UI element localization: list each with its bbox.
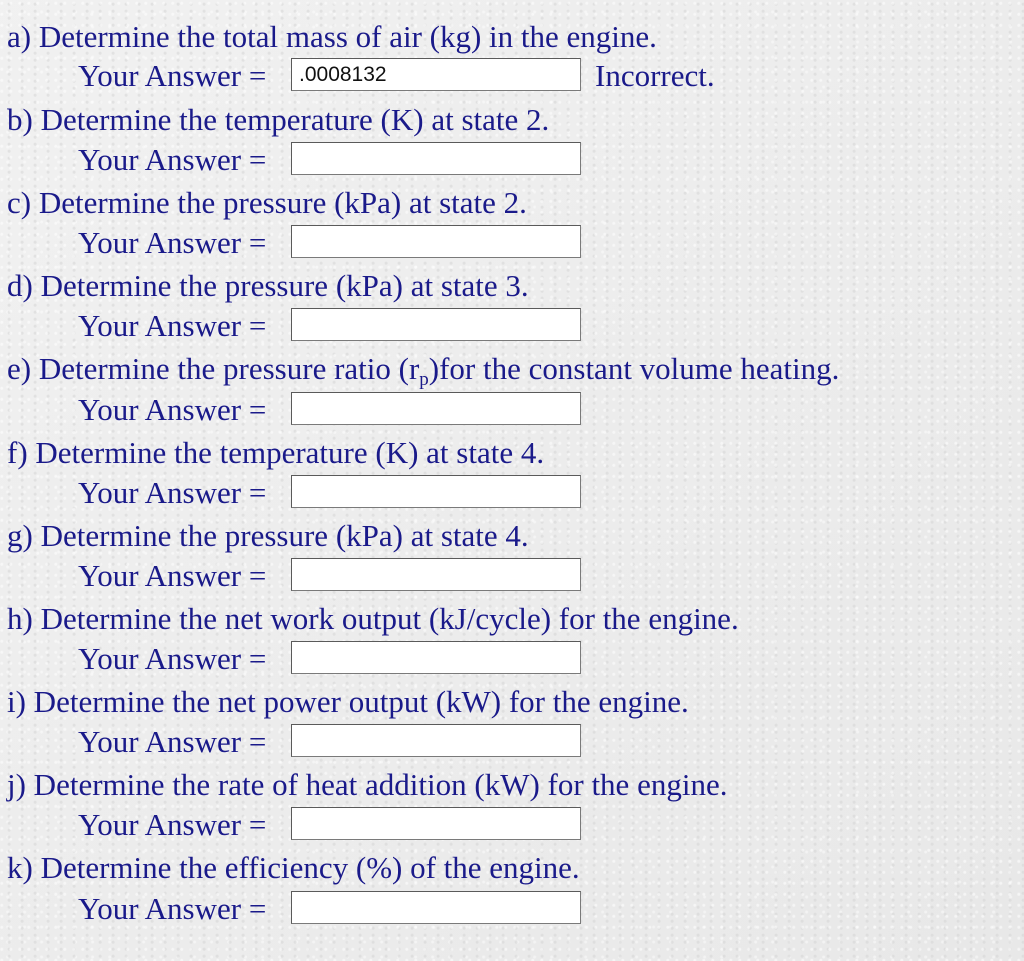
answer-row-i <box>0 723 1024 761</box>
question-k-text: k) Determine the efficiency (%) of the engine. <box>7 850 580 885</box>
question-d-text: d) Determine the pressure (kPa) at state 3. <box>7 268 529 303</box>
answer-input-i[interactable] <box>291 724 581 757</box>
question-g-text: g) Determine the pressure (kPa) at state 4. <box>7 518 529 553</box>
answer-label: Your Answer = <box>78 558 267 593</box>
answer-input-b[interactable] <box>291 142 581 175</box>
answer-label: Your Answer = <box>78 392 267 427</box>
answer-input-d[interactable] <box>291 308 581 341</box>
question-c-text: c) Determine the pressure (kPa) at state 2. <box>7 185 527 220</box>
answer-row-b <box>0 141 1024 179</box>
question-i-text: i) Determine the net power output (kW) for the engine. <box>7 684 689 719</box>
question-e-text <box>7 349 839 389</box>
answer-row-d <box>0 307 1024 345</box>
answer-label: Your Answer = <box>78 641 267 676</box>
answer-row-j <box>0 806 1024 844</box>
answer-row-f <box>0 474 1024 512</box>
question-a-text: a) Determine the total mass of air (kg) in the engine. <box>7 19 657 54</box>
answer-input-f[interactable] <box>291 475 581 508</box>
question-e-text-before: e) Determine the pressure ratio (r <box>7 351 420 386</box>
answer-label: Your Answer = <box>78 724 267 759</box>
question-b-text: b) Determine the temperature (K) at state 2. <box>7 102 550 137</box>
question-f-text: f) Determine the temperature (K) at state 4. <box>7 435 545 470</box>
answer-row-h <box>0 640 1024 678</box>
answer-input-k[interactable] <box>291 891 581 924</box>
answer-label: Your Answer = <box>78 142 267 177</box>
answer-input-j[interactable] <box>291 807 581 840</box>
answer-input-a[interactable]: .0008132 <box>291 58 581 91</box>
answer-input-h[interactable] <box>291 641 581 674</box>
answer-row-c <box>0 224 1024 262</box>
answer-row-k <box>0 890 1024 928</box>
answer-input-c[interactable] <box>291 225 581 258</box>
feedback-incorrect: Incorrect. <box>595 58 715 93</box>
question-h-text: h) Determine the net work output (kJ/cycle) for the engine. <box>7 601 739 636</box>
answer-input-g[interactable] <box>291 558 581 591</box>
question-e-text-after: )for the constant volume heating. <box>428 351 840 386</box>
answer-label: Your Answer = <box>78 225 267 260</box>
answer-label: Your Answer = <box>78 891 267 926</box>
answer-row-g <box>0 557 1024 595</box>
answer-label: Your Answer = <box>78 807 267 842</box>
answer-label: Your Answer = <box>78 308 267 343</box>
answer-row-a <box>0 57 1024 95</box>
question-e-subscript: p <box>419 369 429 390</box>
answer-label: Your Answer = <box>78 58 267 93</box>
answer-row-e <box>0 391 1024 429</box>
answer-label: Your Answer = <box>78 475 267 510</box>
question-j-text: j) Determine the rate of heat addition (kW) for the engine. <box>7 767 728 802</box>
answer-input-e[interactable] <box>291 392 581 425</box>
